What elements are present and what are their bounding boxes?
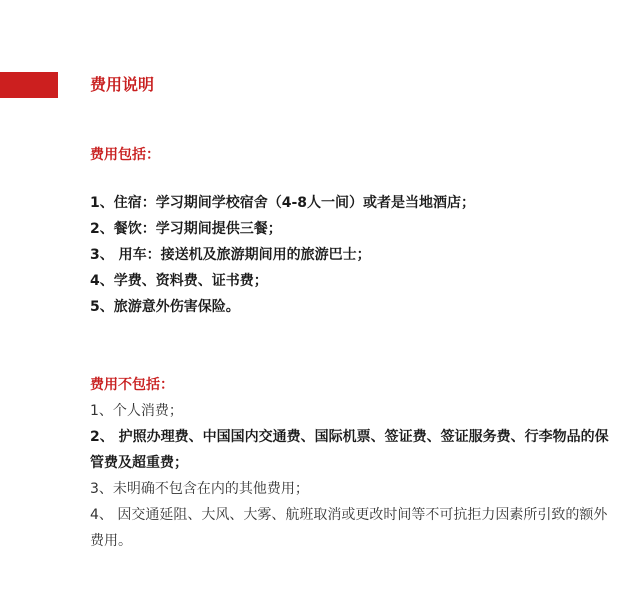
fee-content	[90, 142, 610, 554]
included-heading: 费用包括：	[90, 147, 160, 163]
list-item: 4、 因交通延阻、大风、大雾、航班取消或更改时间等不可抗拒力因素所引致的额外费用。	[90, 507, 608, 549]
list-item: 2、 护照办理费、中国国内交通费、国际机票、签证费、签证服务费、行李物品的保管费及超重费；	[90, 429, 609, 471]
page-title: 费用说明	[90, 75, 155, 94]
excluded-list	[90, 398, 610, 554]
included-list	[90, 190, 610, 320]
list-item: 3、 用车：接送机及旅游期间用的旅游巴士；	[90, 247, 371, 263]
list-item: 1、个人消费；	[90, 403, 183, 419]
list-item: 2、餐饮：学习期间提供三餐；	[90, 221, 282, 237]
list-item: 3、未明确不包含在内的其他费用；	[90, 481, 309, 497]
list-item: 5、旅游意外伤害保险。	[90, 299, 240, 315]
excluded-heading: 费用不包括：	[90, 377, 174, 393]
list-item: 1、住宿：学习期间学校宿舍（4-8人一间）或者是当地酒店；	[90, 195, 476, 211]
section-accent-bar	[0, 72, 58, 98]
list-item: 4、学费、资料费、证书费；	[90, 273, 268, 289]
